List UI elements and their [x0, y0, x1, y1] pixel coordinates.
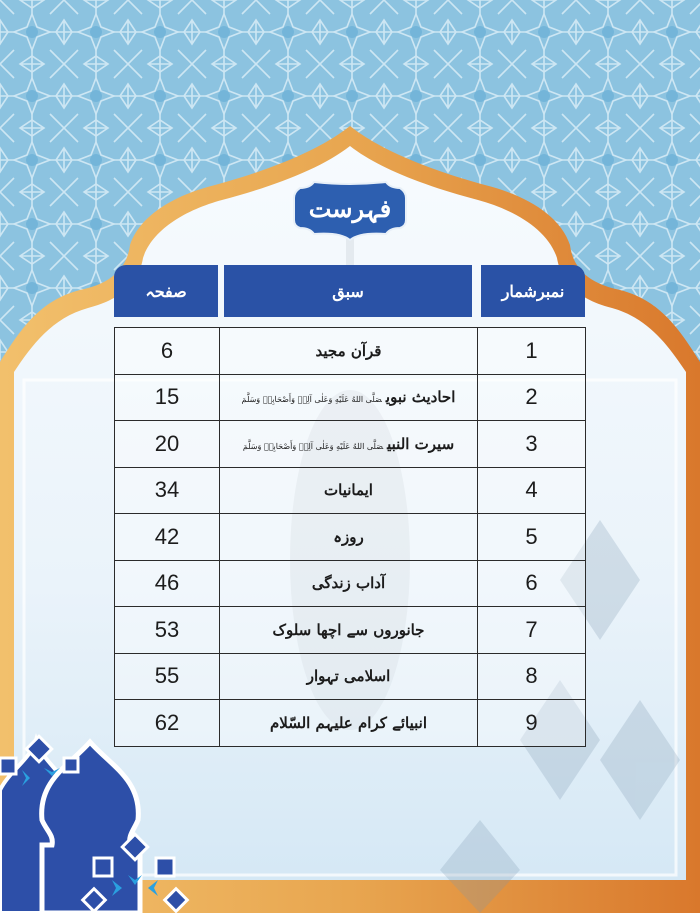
table-of-contents [114, 327, 586, 747]
serial-number: 1 [478, 328, 586, 375]
lesson-name: احادیث نبوی [385, 388, 456, 407]
lesson-name: ایمانیات [324, 481, 373, 500]
lesson-name: قرآن مجید [315, 341, 382, 360]
header-page: صفحہ [114, 265, 218, 317]
page-number: 62 [115, 700, 220, 747]
serial-number: 9 [478, 700, 586, 747]
table-row[interactable] [115, 700, 586, 747]
lesson-name: انبیائے کرام علیہم السّلام [269, 713, 428, 732]
page-number: 15 [115, 374, 220, 421]
page-title: فہرست [308, 193, 392, 223]
lesson-title [220, 374, 478, 421]
table-row[interactable] [115, 467, 586, 514]
page-number: 20 [115, 421, 220, 468]
serial-number: 6 [478, 560, 586, 607]
lesson-name: آداب زندگی [311, 574, 386, 593]
honorific-suffix: صَلَّى اللهُ عَلَيْهِ وَعَلٰى آلِهٖ وَأَصْحَابِهٖ وَسَلَّمَ [241, 395, 382, 405]
lesson-title [220, 467, 478, 514]
lesson-title [220, 328, 478, 375]
lesson-name: جانوروں سے اچھا سلوک [272, 620, 425, 639]
page-number: 34 [115, 467, 220, 514]
lesson-name: اسلامی تہوار [306, 667, 391, 686]
lesson-title [220, 421, 478, 468]
header-lesson: سبق [224, 265, 472, 317]
serial-number: 5 [478, 514, 586, 561]
serial-number: 7 [478, 607, 586, 654]
serial-number: 4 [478, 467, 586, 514]
header-number: نمبرشمار [481, 265, 585, 317]
lesson-title [220, 607, 478, 654]
serial-number: 3 [478, 421, 586, 468]
page-number: 6 [115, 328, 220, 375]
table-row[interactable] [115, 328, 586, 375]
title-plaque [290, 180, 410, 240]
lesson-title [220, 700, 478, 747]
lesson-name: روزہ [333, 527, 364, 546]
table-row[interactable] [115, 653, 586, 700]
lesson-title [220, 560, 478, 607]
table-row[interactable] [115, 421, 586, 468]
page-number: 53 [115, 607, 220, 654]
lesson-title [220, 653, 478, 700]
page-number: 46 [115, 560, 220, 607]
page-number: 42 [115, 514, 220, 561]
lesson-name: سیرت النبی [387, 434, 455, 453]
honorific-suffix: صَلَّى اللهُ عَلَيْهِ وَعَلٰى آلِهٖ وَأَصْحَابِهٖ وَسَلَّمَ [242, 441, 384, 451]
lesson-title [220, 514, 478, 561]
serial-number: 2 [478, 374, 586, 421]
serial-number: 8 [478, 653, 586, 700]
table-row[interactable] [115, 607, 586, 654]
page-number: 55 [115, 653, 220, 700]
table-row[interactable] [115, 560, 586, 607]
table-row[interactable] [115, 514, 586, 561]
table-row[interactable] [115, 374, 586, 421]
